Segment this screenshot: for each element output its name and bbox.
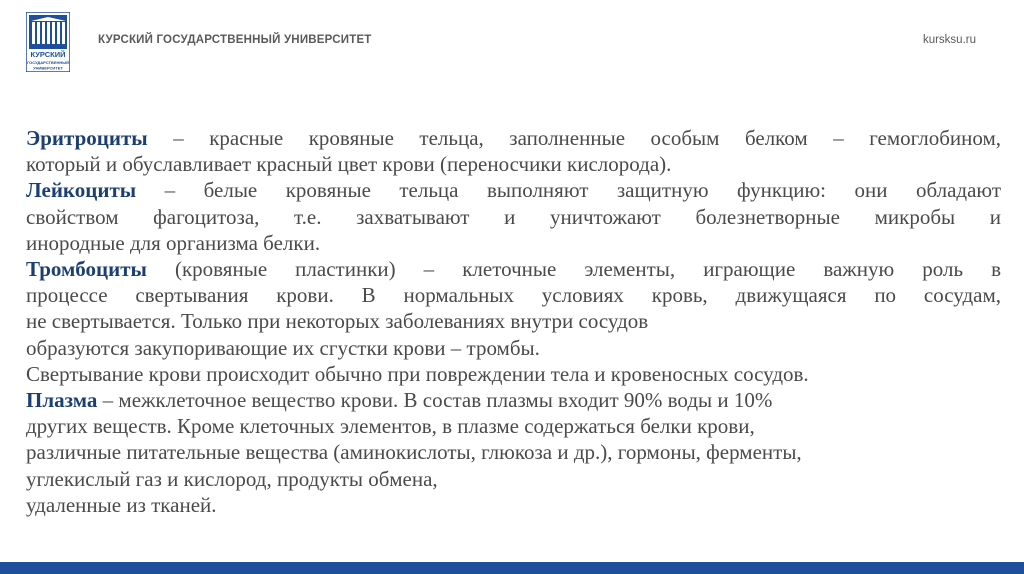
term-leukocytes: Лейкоциты <box>26 178 137 203</box>
text-line: не свертывается. Только при некоторых заболеваниях внутри сосудов <box>26 309 649 334</box>
text-line <box>26 125 1001 151</box>
text-line: углекислый газ и кислород, продукты обмена, <box>26 466 438 491</box>
text-line <box>26 256 1001 282</box>
term-thrombocytes: Тромбоциты <box>26 257 147 282</box>
term-erythrocytes: Эритроциты <box>26 126 148 150</box>
university-name: КУРСКИЙ ГОСУДАРСТВЕННЫЙ УНИВЕРСИТЕТ <box>98 34 372 46</box>
text-line: различные питательные вещества (аминокислоты, глюкоза и др.), гормоны, ферменты, <box>26 440 802 465</box>
svg-text:УНИВЕРСИТЕТ: УНИВЕРСИТЕТ <box>33 65 63 71</box>
text-run: (кровяные пластинки) – клеточные элементы, играющие важную роль в <box>146 257 1001 282</box>
text-run: – белые кровяные тельца выполняют защитную функцию: они обладают <box>136 178 1001 203</box>
text-line <box>26 177 1001 203</box>
text-line: других веществ. Кроме клеточных элементов, в плазме содержаться белки крови, <box>26 414 755 439</box>
text-line: процессе свертывания крови. В нормальных условиях кровь, движущаяся по сосудам, <box>26 283 1001 308</box>
website-link[interactable]: kursksu.ru <box>922 34 976 46</box>
text-line: инородные для организма белки. <box>26 230 321 255</box>
text-line <box>26 387 1001 413</box>
term-plasma: Плазма <box>26 388 98 413</box>
text-run: – межклеточное вещество крови. В состав плазмы входит 90% воды и 10% <box>97 388 773 413</box>
svg-text:ГОСУДАРСТВЕННЫЙ: ГОСУДАРСТВЕННЫЙ <box>26 60 70 65</box>
text-line: удаленные из тканей. <box>26 492 217 517</box>
university-logo <box>26 12 70 72</box>
text-line: который и обуславливает красный цвет крови (переносчики кислорода). <box>26 152 672 177</box>
slide-header <box>0 0 1024 80</box>
text-line: образуются закупоривающие их сгустки крови – тромбы. <box>26 335 540 360</box>
footer-bar <box>0 562 1024 574</box>
text-line: Свертывание крови происходит обычно при повреждении тела и кровеносных сосудов. <box>26 361 809 386</box>
text-run: – красные кровяные тельца, заполненные особым белком – гемоглобином, <box>147 126 1001 150</box>
slide-body <box>26 125 1001 518</box>
svg-text:КУРСКИЙ: КУРСКИЙ <box>30 50 66 59</box>
text-line: свойством фагоцитоза, т.е. захватывают и уничтожают болезнетворные микробы и <box>26 204 1001 229</box>
